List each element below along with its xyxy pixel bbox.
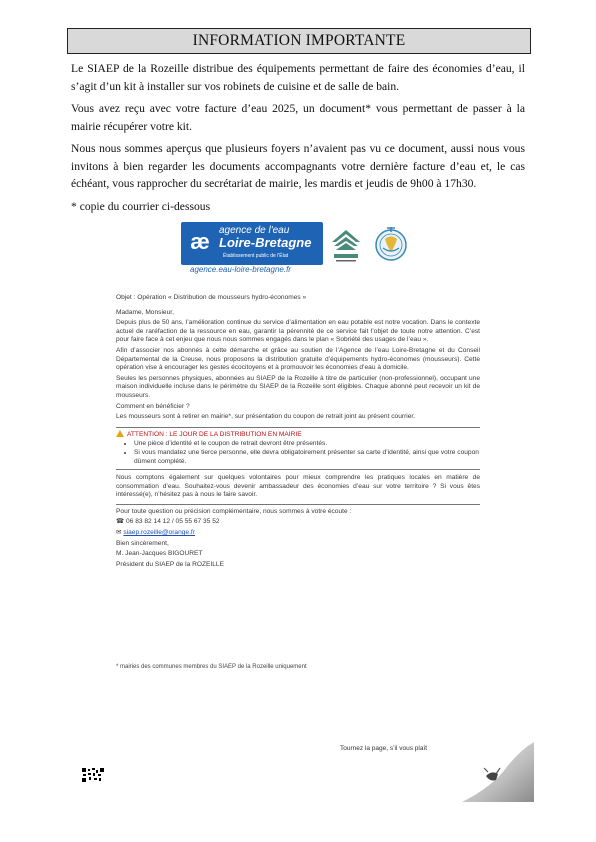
contact-phone: ☎ 06 83 82 14 12 / 05 55 67 35 52 xyxy=(116,518,220,526)
contact-email-link[interactable]: siaep.rozeille@orange.fr xyxy=(123,529,195,537)
partner-logos xyxy=(181,222,411,276)
page-title-text: INFORMATION IMPORTANTE xyxy=(192,32,406,49)
attention-item: • Une pièce d’identité et le coupon de retrait devront être présentés. xyxy=(134,440,480,449)
siaep-seal-icon xyxy=(371,224,411,266)
invoice-paragraph: Vous avez reçu avec votre facture d’eau 2025, un document* vous permettant de passer à la mairie récupérer votre kit. xyxy=(71,102,525,133)
attention-item: • Si vous mandatez une tierce personne, elle devra obligatoirement présenter sa carte d’identité, ainsi que votre coupon dûment complété. xyxy=(134,449,480,466)
letter-copy xyxy=(116,294,480,571)
signatory-title: Président du SIAEP de la ROZEILLE xyxy=(116,560,225,568)
warning-icon xyxy=(116,430,124,437)
contact-email-line xyxy=(116,529,480,538)
letter-object: Objet : Opération « Distribution de mousseurs hydro-économes » xyxy=(116,294,307,301)
turn-page-text: Tournez la page, s’il vous plaît xyxy=(340,745,428,752)
agency-tagline: Établissement public de l'État xyxy=(223,253,289,259)
intro-paragraph: Le SIAEP de la Rozeille distribue des équipements permettant de faire des économies d’eau, il s’agit d’un kit à installer sur vos robinets de cuisine et de salle de bain. xyxy=(71,62,525,93)
attention-box xyxy=(116,427,480,470)
agence-eau-logo xyxy=(181,222,323,265)
letter-paragraph: Afin d’associer nos abonnés à cette démarche et grâce au soutien de l’Agence de l’eau Loire-Bretagne et du Conseil Départemental de la Creuse, nous proposons la distribution gratuite d’équipements hydro-économes (mousseurs). Cette opération vise à encourager les gestes écocitoyens et à promouvoir les économies d’eau à domicile. xyxy=(116,346,480,372)
attention-title: ATTENTION : LE JOUR DE LA DISTRIBUTION EN MAIRIE xyxy=(127,430,302,438)
reminder-paragraph: Nous nous sommes aperçus que plusieurs foyers n’avaient pas vu ce document, aussi nous vous invitons à bien regarder les documents accompagnants votre dernière facture d’eau et, le cas échéant, vous rapprocher du secrétariat de mairie, les mardis et jeudis de 9h00 à 17h30. xyxy=(71,142,525,190)
wave-logo-icon: æ xyxy=(190,229,210,254)
letter-paragraph: Seules les personnes physiques, abonnées au SIAEP de la Rozeille à titre de particulier (non-professionnel), occupant une maison individuelle incluse dans le périmètre du SIAEP de la Rozeille sont éligibles. Chaque abonné peut recevoir un kit de mousseurs. xyxy=(116,374,480,399)
letter-paragraph: Depuis plus de 50 ans, l’amélioration continue du service d’alimentation en eau potable est notre vocation. Dans le contexte actuel de raréfaction de la ressource en eau, garantir la pérennité de ce service fait l’objet de toute notre attention. C’est pour faire face à cet enjeu que nous nous sommes engagés dans le plan « Sobriété des usages de l’eau ». xyxy=(116,319,480,344)
agency-line1: agence de l'eau xyxy=(219,225,290,236)
contact-intro: Pour toute question ou précision complémentaire, nous sommes à votre écoute : xyxy=(116,507,352,515)
letter-closing: Bien sincèrement, xyxy=(116,539,169,547)
creuse-department-logo-icon xyxy=(328,224,364,268)
page-title xyxy=(67,28,531,54)
qr-code-icon xyxy=(82,768,104,782)
agency-url: agence.eau-loire-bretagne.fr xyxy=(190,265,291,274)
agency-line2: Loire-Bretagne xyxy=(219,235,312,250)
email-icon: ✉ xyxy=(116,529,122,537)
page-curl-icon xyxy=(462,742,534,802)
attention-heading xyxy=(116,430,480,440)
letter-footnote: * mairies des communes membres du SIAEP de la Rozeille uniquement xyxy=(116,664,307,670)
copy-note: * copie du courrier ci-dessous xyxy=(71,200,211,213)
letter-question: Comment en bénéficier ? xyxy=(116,402,190,410)
signatory-name: M. Jean-Jacques BIGOURET xyxy=(116,550,203,558)
letter-salutation: Madame, Monsieur, xyxy=(116,308,174,316)
divider xyxy=(116,504,480,505)
letter-paragraph: Les mousseurs sont à retirer en mairie*, sur présentation du coupon de retrait joint au présent courrier. xyxy=(116,413,416,421)
ambassador-paragraph: Nous comptons également sur quelques volontaires pour mieux comprendre les pratiques locales en matière de consommation d’eau. Souhaitez-vous devenir ambassadeur des économies d’eau sur votre territoire ? Si vous êtes intéressé(e), n’hésitez pas à nous le faire savoir. xyxy=(116,474,480,499)
